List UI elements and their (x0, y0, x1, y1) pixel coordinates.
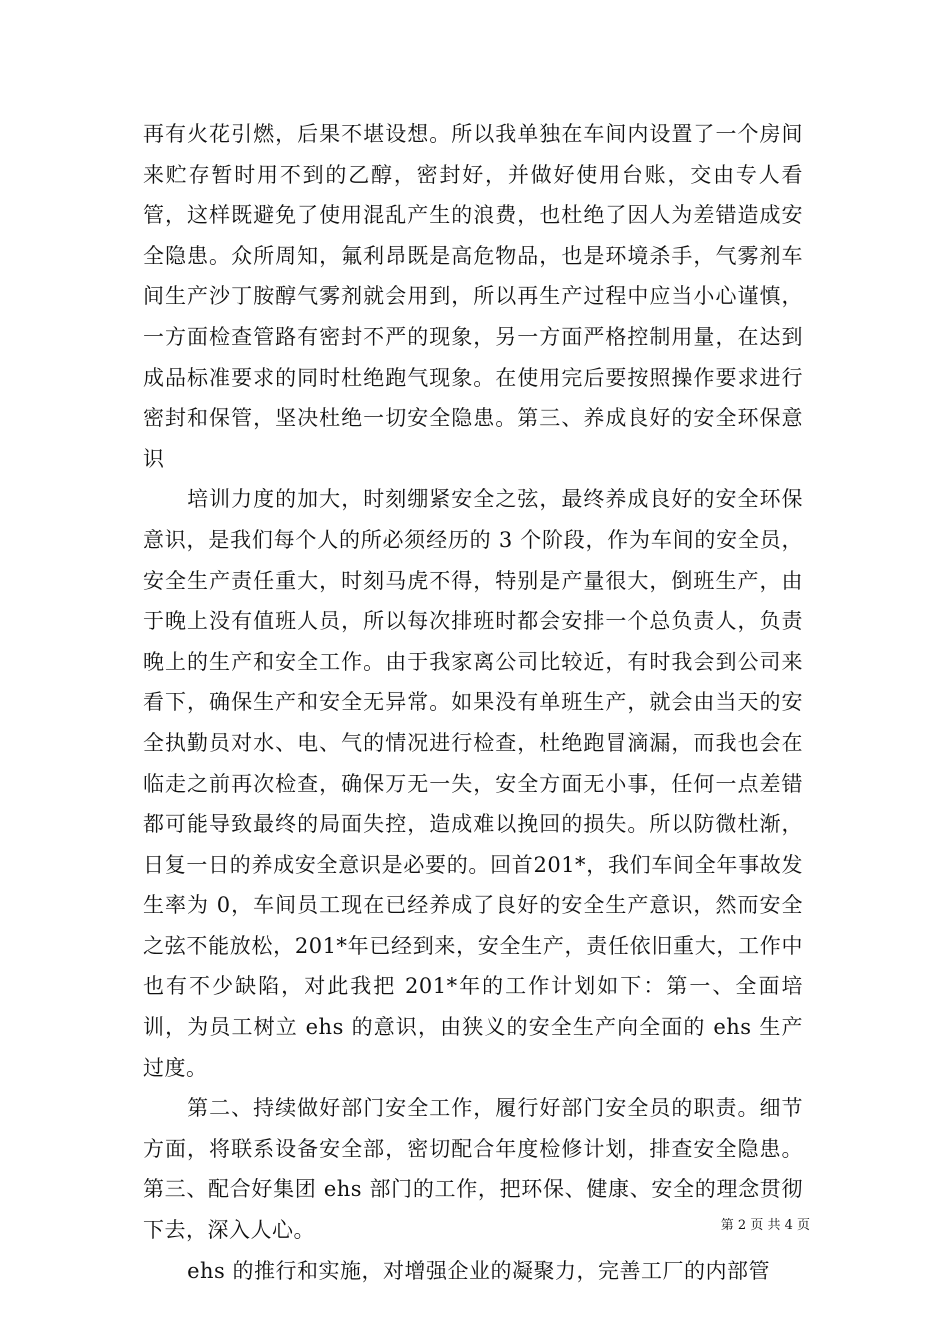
paragraph-1: 再有火花引燃，后果不堪设想。所以我单独在车间内设置了一个房间来贮存暂时用不到的乙醇，密封好，并做好使用台账，交由专人看管，这样既避免了使用混乱产生的浪费，也杜绝了因人为差错造成安全隐患。众所周知，氟利昂既是高危物品，也是环境杀手，气雾剂车间生产沙丁胺醇气雾剂就会用到，所以再生产过程中应当小心谨慎，一方面检查管路有密封不严的现象，另一方面严格控制用量，在达到成品标准要求的同时杜绝跑气现象。在使用完后要按照操作要求进行密封和保管，坚决杜绝一切安全隐患。第三、养成良好的安全环保意识 (143, 122, 803, 471)
paragraph-2: 培训力度的加大，时刻绷紧安全之弦，最终养成良好的安全环保意识，是我们每个人的所必须经历的 3 个阶段，作为车间的安全员，安全生产责任重大，时刻马虎不得，特别是产量很大，倒班生产，由于晚上没有值班人员，所以每次排班时都会安排一个总负责人，负责晚上的生产和安全工作。由于我家离公司比较近，有时我会到公司来看下，确保生产和安全无异常。如果没有单班生产，就会由当天的安全执勤员对水、电、气的情况进行检查，杜绝跑冒滴漏，而我也会在临走之前再次检查，确保万无一失，安全方面无小事，任何一点差错都可能导致最终的局面失控，造成难以挽回的损失。所以防微杜渐，日复一日的养成安全意识是必要的。回首201*，我们车间全年事故发生率为 0，车间员工现在已经养成了良好的安全生产意识，然而安全之弦不能放松，201*年已经到来，安全生产，责任依旧重大，工作中也有不少缺陷，对此我把 201*年的工作计划如下：第一、全面培训，为员工树立 ehs 的意识，由狭义的安全生产向全面的 ehs 生产过度。 (143, 487, 803, 1080)
paragraph-3: 第二、持续做好部门安全工作，履行好部门安全员的职责。细节方面，将联系设备安全部，密切配合年度检修计划，排查安全隐患。第三、配合好集团 ehs 部门的工作，把环保、健康、安全的理念贯彻下去，深入人心。 (143, 1096, 803, 1243)
page-number-footer: 第 2 页 共 4 页 (720, 1218, 810, 1233)
paragraph-4: ehs 的推行和实施，对增强企业的凝聚力，完善工厂的内部管 (187, 1258, 770, 1283)
document-body (143, 114, 803, 1291)
